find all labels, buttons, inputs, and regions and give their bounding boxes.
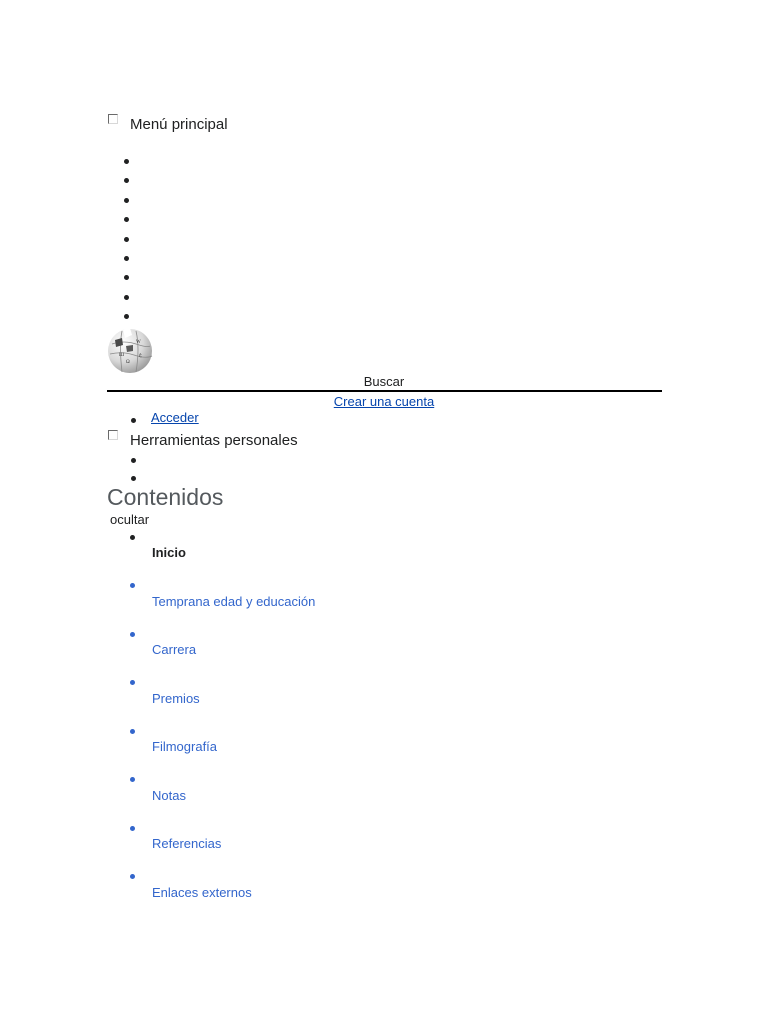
toc-bullet <box>130 680 135 685</box>
toc-item-notas[interactable]: Notas <box>152 788 186 803</box>
personal-tools-label[interactable]: Herramientas personales <box>130 432 298 449</box>
svg-text:Ш: Ш <box>119 353 125 358</box>
list-item <box>131 418 136 423</box>
create-account-container <box>107 394 661 409</box>
toc-bullet <box>130 729 135 734</box>
list-item <box>124 237 129 242</box>
toc-bullet <box>130 874 135 879</box>
toc-bullet <box>130 632 135 637</box>
toc-bullet <box>130 777 135 782</box>
toc-title: Contenidos <box>107 484 224 510</box>
toc-item-premios[interactable]: Premios <box>152 691 200 706</box>
list-item <box>124 159 129 164</box>
list-item <box>124 314 129 319</box>
toc-item-carrera[interactable]: Carrera <box>152 642 197 657</box>
search-button[interactable]: Buscar <box>363 374 405 389</box>
main-menu-checkbox[interactable] <box>108 114 118 124</box>
list-item <box>131 458 136 463</box>
toc-bullet <box>130 535 135 540</box>
list-item <box>124 295 129 300</box>
list-item <box>124 198 129 203</box>
svg-text:W: W <box>136 340 141 345</box>
toc-bullet <box>130 826 135 831</box>
toc-item-enlaces-externos[interactable]: Enlaces externos <box>152 885 252 900</box>
toc-item-inicio[interactable]: Inicio <box>152 545 186 560</box>
toc-hide-button[interactable]: ocultar <box>110 512 150 527</box>
toc-bullet <box>130 583 135 588</box>
main-menu-label[interactable]: Menú principal <box>130 116 228 133</box>
wikipedia-globe-logo[interactable] <box>106 326 154 374</box>
svg-text:ع: ع <box>139 353 142 358</box>
login-link[interactable]: Acceder <box>151 410 199 425</box>
list-item <box>124 178 129 183</box>
toc-item-temprana-edad[interactable]: Temprana edad y educación <box>152 594 316 609</box>
list-item <box>131 476 136 481</box>
list-item <box>124 275 129 280</box>
toc-item-filmografia[interactable]: Filmografía <box>152 739 218 754</box>
toc-item-referencias[interactable]: Referencias <box>152 836 222 851</box>
personal-tools-checkbox[interactable] <box>108 430 118 440</box>
create-account-link[interactable]: Crear una cuenta <box>333 394 435 409</box>
list-item <box>124 217 129 222</box>
list-item <box>124 256 129 261</box>
svg-text:Ω: Ω <box>126 360 130 365</box>
search-input[interactable] <box>107 390 662 392</box>
